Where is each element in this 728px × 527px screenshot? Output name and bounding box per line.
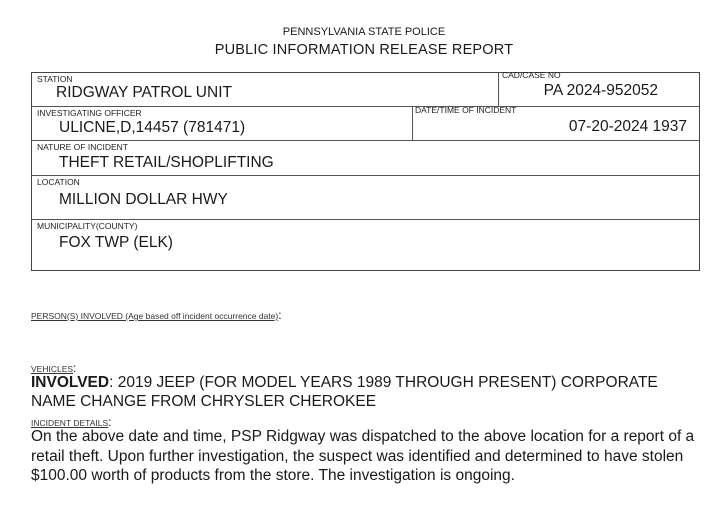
station-label: STATION (37, 74, 73, 84)
station-value: RIDGWAY PATROL UNIT (56, 84, 232, 101)
divider (32, 140, 699, 141)
case-no-label: CAD/CASE NO (502, 70, 561, 80)
location-value: MILLION DOLLAR HWY (59, 191, 228, 208)
location-label: LOCATION (37, 177, 80, 187)
case-no-value: PA 2024-952052 (543, 82, 658, 99)
incident-info-form (31, 72, 700, 271)
report-title: PUBLIC INFORMATION RELEASE REPORT (214, 42, 514, 58)
details-line: retail theft. Upon further investigation, the suspect was identified and determined to have stolen (31, 448, 684, 465)
vehicle-description: : 2019 JEEP (FOR MODEL YEARS 1989 THROUGH PRESENT) CORPORATE (109, 374, 658, 391)
nature-label: NATURE OF INCIDENT (37, 142, 128, 152)
vehicles-label: VEHICLES (31, 364, 74, 374)
persons-involved-heading (31, 306, 282, 324)
details-label: INCIDENT DETAILS (31, 418, 109, 428)
officer-value: ULICNE,D,14457 (781471) (59, 119, 246, 136)
nature-value: THEFT RETAIL/SHOPLIFTING (59, 154, 274, 171)
vehicle-involved-line-1 (31, 374, 658, 392)
datetime-label: DATE/TIME OF INCIDENT (415, 105, 517, 115)
municipality-label: MUNICIPALITY(COUNTY) (37, 221, 138, 231)
divider (32, 106, 699, 107)
involved-label: INVOLVED (31, 374, 110, 391)
colon: : (108, 415, 112, 429)
persons-label: PERSON(S) INVOLVED (Age based off incident occurrence date) (31, 311, 279, 321)
divider (32, 175, 699, 176)
divider (498, 73, 499, 106)
colon: : (73, 361, 77, 375)
divider (412, 106, 413, 140)
divider (32, 219, 699, 220)
details-line: On the above date and time, PSP Ridgway was dispatched to the above location for a report of a (31, 428, 695, 445)
agency-name: PENNSYLVANIA STATE POLICE (282, 26, 446, 38)
details-line: $100.00 worth of products from the store. The investigation is ongoing. (31, 467, 515, 484)
colon: : (278, 308, 282, 322)
municipality-value: FOX TWP (ELK) (59, 234, 173, 251)
officer-label: INVESTIGATING OFFICER (37, 108, 142, 118)
vehicle-involved-line-2: NAME CHANGE FROM CHRYSLER CHEROKEE (31, 393, 377, 410)
datetime-value: 07-20-2024 1937 (568, 118, 687, 135)
